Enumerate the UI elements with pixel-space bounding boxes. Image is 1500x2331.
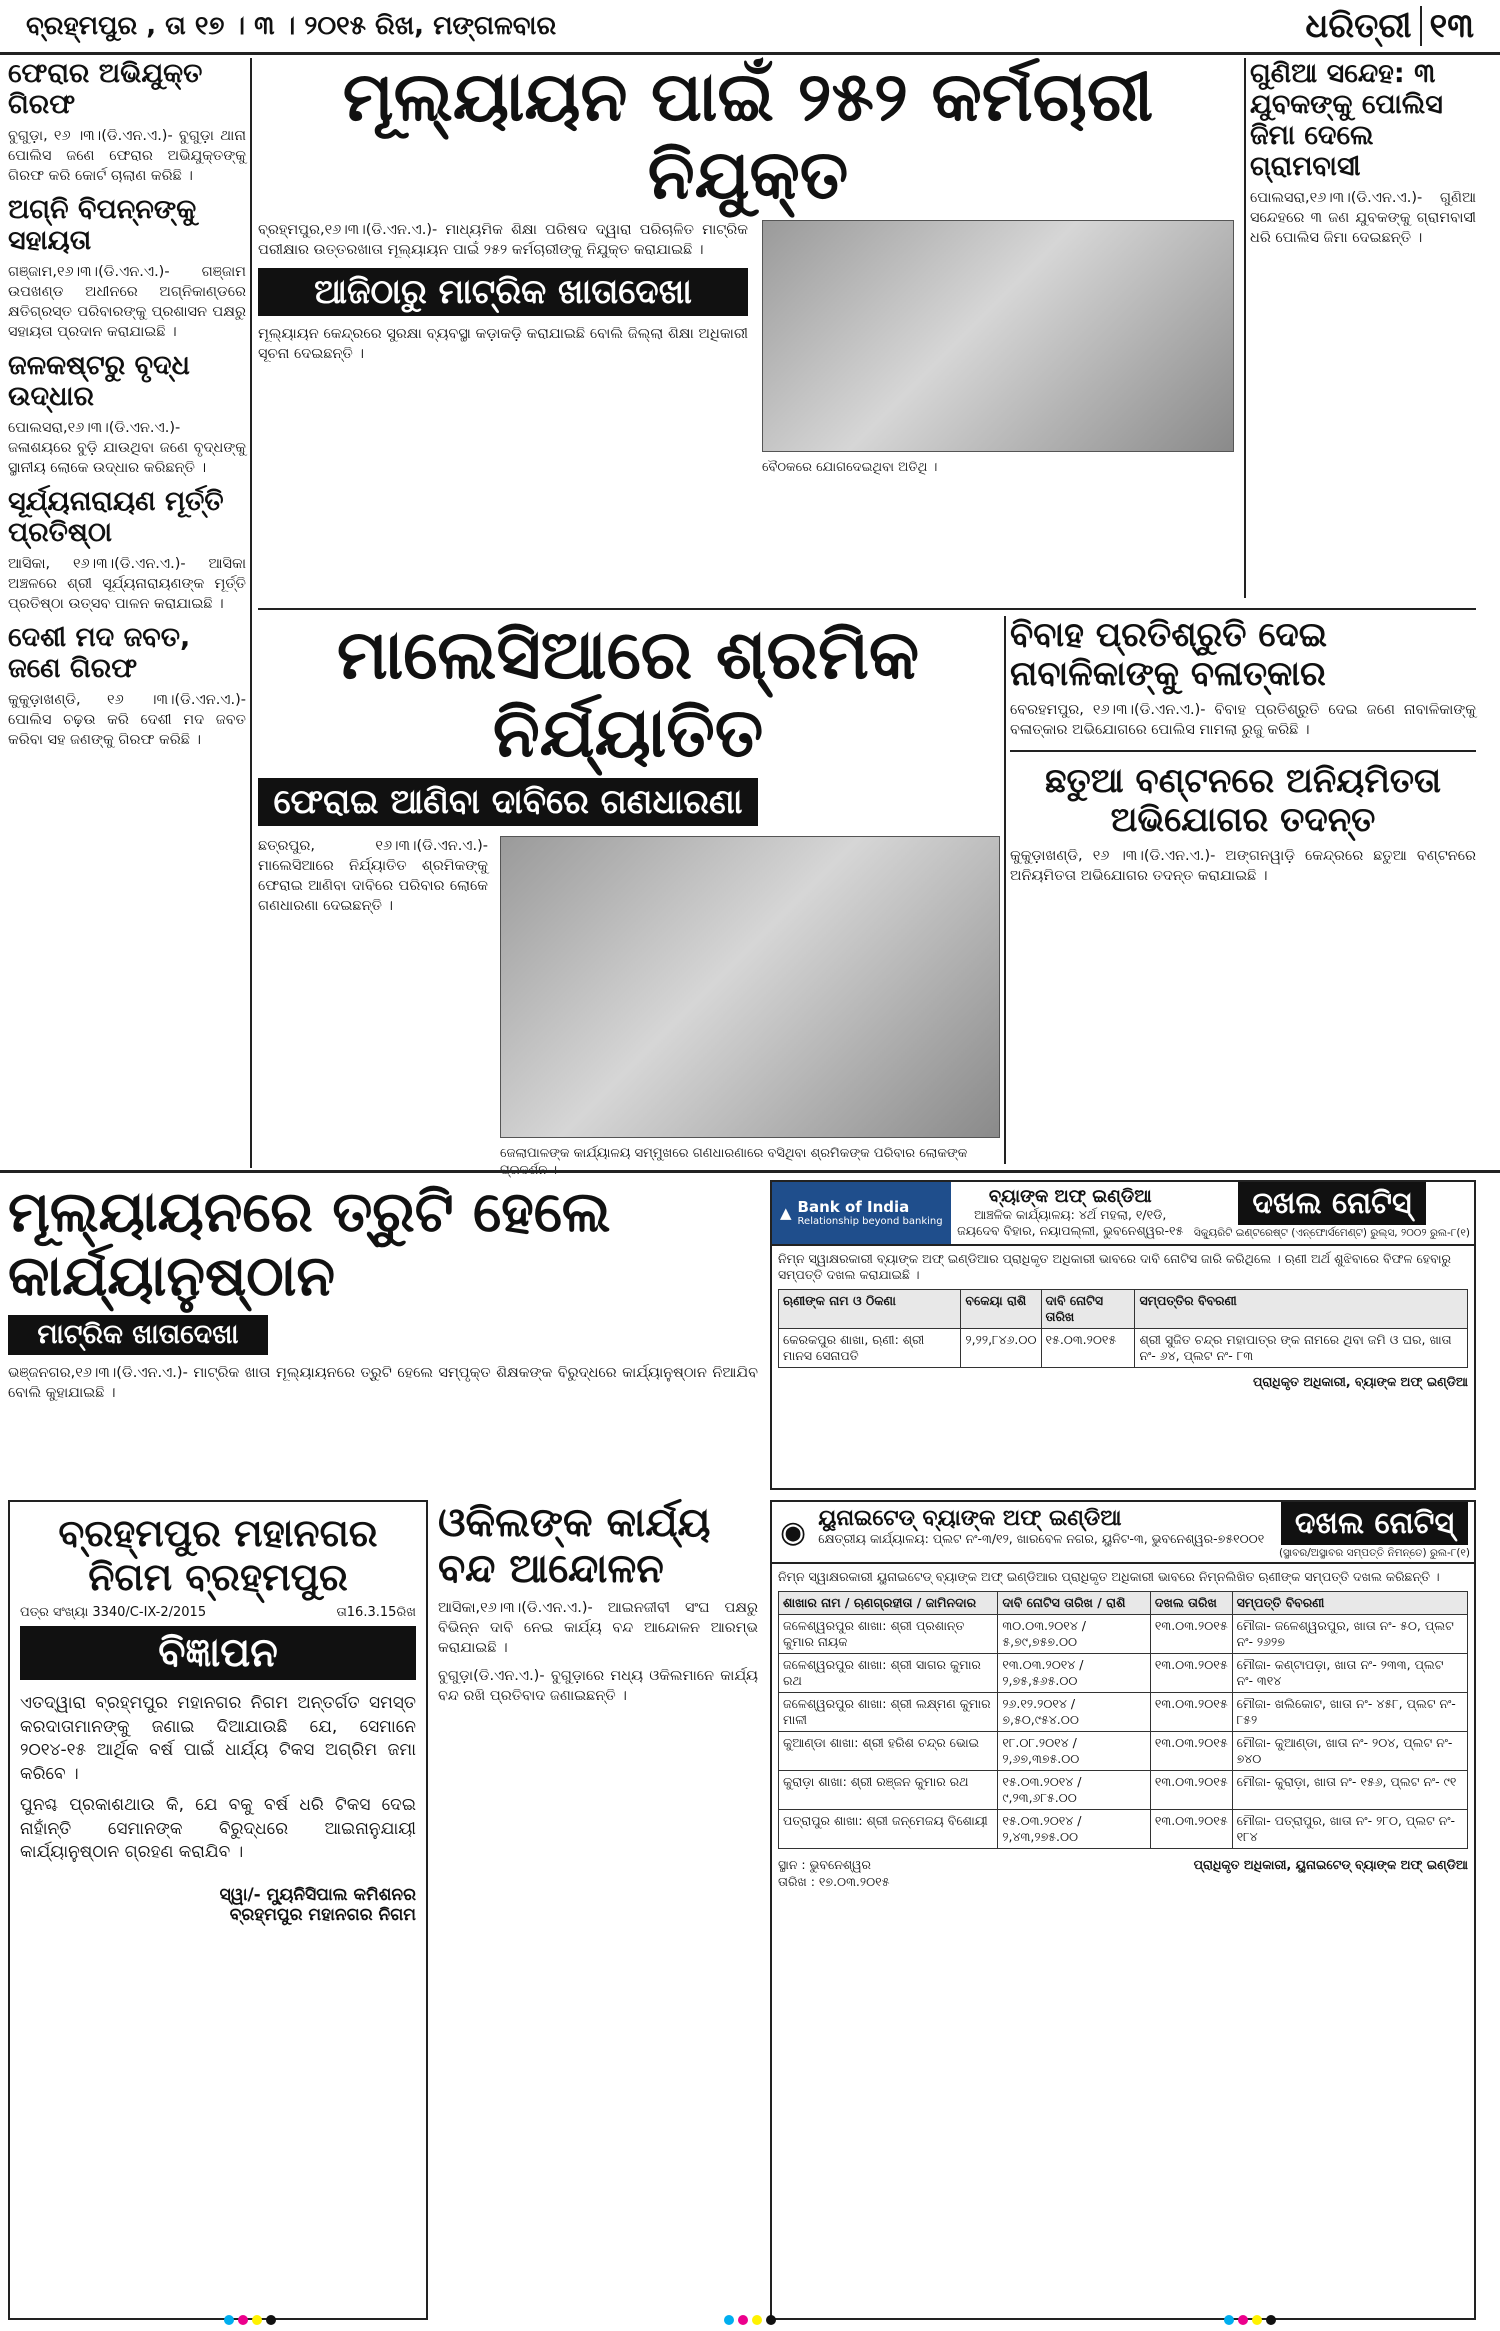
table-cell: ମୌଜା- ପତ୍ରାପୁର, ଖାତା ନଂ- ୨୮୦, ପ୍ଲଟ ନଂ- ୧୮୪ <box>1232 1810 1467 1849</box>
ad-reference <box>20 1605 416 1620</box>
story-body: କୁକୁଡ଼ାଖଣ୍ଡି, ୧୬ ।୩।(ଡି.ଏନ.ଏ.)- ଅଙ୍ଗନୱାଡ଼ି କେନ୍ଦ୍ରରେ ଛତୁଆ ବଣ୍ଟନରେ ଅନିୟମିତତା ଅଭିଯୋଗର ତଦନ୍ତ କରାଯାଇଛି । <box>1010 848 1476 885</box>
notice-title: ଦଖଲ ନୋଟିସ୍ <box>1238 1182 1425 1225</box>
table-cell: ୨୬.୧୨.୨୦୧୪ / ୭,୫୦,୯୫୪.୦୦ <box>998 1693 1151 1732</box>
table-cell: ୧୫.୦୩.୨୦୧୪ / ୨,୪୩,୨୭୫.୦୦ <box>998 1810 1151 1849</box>
malaysia-body: ଛତ୍ରପୁର, ୧୬।୩।(ଡି.ଏନ.ଏ.)- ମାଲେସିଆରେ ନିର୍ଯ୍ୟାତିତ ଶ୍ରମିକଙ୍କୁ ଫେରାଇ ଆଣିବା ଦାବିରେ ପରିବାର ଲୋକେ ଗଣଧାରଣା ଦେଇଛନ୍ତି । <box>258 838 488 915</box>
lead-body: ବ୍ରହ୍ମପୁର,୧୬।୩।(ଡି.ଏନ.ଏ.)- ମାଧ୍ୟମିକ ଶିକ୍ଷା ପରିଷଦ ଦ୍ୱାରା ପରିଚାଳିତ ମାଟ୍ରିକ ପରୀକ୍ଷାର ଉତ୍ତରଖାତା ମୂଲ୍ୟାୟନ ପାଇଁ ୨୫୨ କର୍ମଚାରୀଙ୍କୁ ନିଯୁକ୍ତ କରାଯାଇଛି । <box>258 222 748 259</box>
table-cell: କେରକପୁର ଶାଖା, ଋଣୀ: ଶ୍ରୀ ମାନସ ସେନାପତି <box>779 1329 961 1368</box>
boi-notice <box>770 1180 1476 1490</box>
notice-header <box>772 1182 1474 1246</box>
letter-number: ପତ୍ର ସଂଖ୍ୟା 3340/C-IX-2/2015 <box>20 1605 207 1621</box>
lead-body: ମୂଲ୍ୟାୟନ କେନ୍ଦ୍ରରେ ସୁରକ୍ଷା ବ୍ୟବସ୍ଥା କଡ଼ାକଡ଼ି କରାଯାଇଛି ବୋଲି ଜିଲ୍ଲା ଶିକ୍ଷା ଅଧିକାରୀ ସୂଚନା ଦେଇଛନ୍ତି । <box>258 326 748 363</box>
table-header: ସମ୍ପତ୍ତିର ବିବରଣୀ <box>1135 1290 1468 1329</box>
section-divider <box>0 1170 1500 1173</box>
page-number: ୧୩ <box>1420 6 1474 46</box>
table-cell: ୧୫.୦୩.୨୦୧୫ <box>1041 1329 1135 1368</box>
lead-subhead: ଆଜିଠାରୁ ମାଟ୍ରିକ ଖାତାଦେଖା <box>258 268 748 316</box>
table-cell: ମୌଜା- କଣ୍ଟାପଡ଼ା, ଖାତା ନଂ- ୨୩୩, ପ୍ଲଟ ନଂ- ୩୧୪ <box>1232 1654 1467 1693</box>
story-body: ଗଞ୍ଜାମ,୧୬।୩।(ଡି.ଏନ.ଏ.)- ଗଞ୍ଜାମ ଉପଖଣ୍ଡ ଅଧୀନରେ ଅଗ୍ନିକାଣ୍ଡରେ କ୍ଷତିଗ୍ରସ୍ତ ପରିବାରଙ୍କୁ ପ୍ରଶାସନ ପକ୍ଷରୁ ସହାୟତା ପ୍ରଦାନ କରାଯାଇଛି । <box>8 264 246 341</box>
column-divider <box>250 58 252 1168</box>
lawyer-body: ଆସିକା,୧୬।୩।(ଡି.ଏନ.ଏ.)- ଆଇନଜୀବୀ ସଂଘ ପକ୍ଷରୁ ବିଭିନ୍ନ ଦାବି ନେଇ କାର୍ଯ୍ୟ ବନ୍ଦ ଆନ୍ଦୋଳନ ଆରମ୍ଭ କରାଯାଇଛି । <box>438 1600 758 1656</box>
story-body: ବୁଗୁଡ଼ା, ୧୬ ।୩।(ଡି.ଏନ.ଏ.)- ବୁଗୁଡ଼ା ଥାନା ପୋଲିସ ଜଣେ ଫେରାର ଅଭିଯୁକ୍ତଙ୍କୁ ଗିରଫ କରି କୋର୍ଟ ଚାଲାଣ କରିଛି । <box>8 128 246 185</box>
table-cell: ୧୩.୦୩.୨୦୧୫ <box>1150 1732 1232 1771</box>
story-headline: ଫେରାର ଅଭିଯୁକ୍ତ ଗିରଫ <box>8 58 203 121</box>
table-row <box>779 1732 1468 1771</box>
evaluation-body: ଭଞ୍ଜନଗର,୧୬।୩।(ଡି.ଏନ.ଏ.)- ମାଟ୍ରିକ ଖାତା ମୂଲ୍ୟାୟନରେ ତ୍ରୁଟି ହେଲେ ସମ୍ପୃକ୍ତ ଶିକ୍ଷକଙ୍କ ବିରୁଦ୍ଧରେ କାର୍ଯ୍ୟାନୁଷ୍ଠାନ ନିଆଯିବ ବୋଲି କୁହାଯାଇଛି । <box>8 1364 758 1401</box>
municipal-ad <box>8 1500 428 2320</box>
table-cell: ୩୦.୦୩.୨୦୧୪ / ୫,୭୯,୭୫୭.୦୦ <box>998 1615 1151 1654</box>
story-body: କୁକୁଡ଼ାଖଣ୍ଡି, ୧୬ ।୩।(ଡି.ଏନ.ଏ.)- ପୋଲିସ ଚଢ଼ଉ କରି ଦେଶୀ ମଦ ଜବତ କରିବା ସହ ଜଣଙ୍କୁ ଗିରଫ କରିଛି । <box>8 692 246 749</box>
story-body: ଆସିକା, ୧୬।୩।(ଡି.ଏନ.ଏ.)- ଆସିକା ଅଞ୍ଚଳରେ ଶ୍ରୀ ସୂର୍ଯ୍ୟନାରାୟଣଙ୍କ ମୂର୍ତ୍ତି ପ୍ରତିଷ୍ଠା ଉତ୍ସବ ପାଳନ କରାଯାଇଛି । <box>8 556 246 613</box>
ad-body: ପୁନଶ୍ଚ ପ୍ରକାଶଥାଉ କି, ଯେ ବକୁ ବର୍ଷ ଧରି ଟିକସ ଦେଇ ନାହାଁନ୍ତି ସେମାନଙ୍କ ବିରୁଦ୍ଧରେ ଆଇନାନୁଯାୟୀ କାର୍ଯ୍ୟାନୁଷ୍ଠାନ ଗ୍ରହଣ କରାଯିବ । <box>20 1795 416 1863</box>
lawyer-story <box>438 1500 758 2320</box>
table-cell: ୧୩.୦୩.୨୦୧୪ / ୨,୭୫,୫୬୫.୦୦ <box>998 1654 1151 1693</box>
table-header: ସମ୍ପତ୍ତି ବିବରଣୀ <box>1232 1592 1467 1615</box>
story-headline: ଅଗ୍ନି ବିପନ୍ନଙ୍କୁ ସହାୟତା <box>8 194 197 257</box>
boi-notice-table <box>778 1289 1468 1368</box>
notice-intro: ନିମ୍ନ ସ୍ୱାକ୍ଷରକାରୀ ବ୍ୟାଙ୍କ ଅଫ୍ ଇଣ୍ଡିଆର ପ୍ରାଧିକୃତ ଅଧିକାରୀ ଭାବରେ ଦାବି ନୋଟିସ ଜାରି କରିଥିଲେ । ଋଣୀ ଅର୍ଥ ଶୁଝିବାରେ ବିଫଳ ହେବାରୁ ସମ୍ପତ୍ତି ଦଖଲ କରାଯାଇଛି । <box>778 1250 1451 1282</box>
table-header: ଦାବି ନୋଟିସ ତାରିଖ <box>1041 1290 1135 1329</box>
table-row <box>779 1771 1468 1810</box>
ad-signature-org: ବ୍ରହ୍ମପୁର ମହାନଗର ନିଗମ <box>229 1904 416 1925</box>
bank-logo-icon: ▲ <box>780 1203 792 1222</box>
ad-banner: ବିଜ୍ଞାପନ <box>20 1626 416 1680</box>
notice-title: ଦଖଲ ନୋଟିସ୍ <box>1281 1502 1468 1545</box>
notice-header <box>772 1502 1474 1564</box>
evaluation-headline: ମୂଲ୍ୟାୟନରେ ତ୍ରୁଟି ହେଲେ କାର୍ଯ୍ୟାନୁଷ୍ଠାନ <box>8 1179 611 1310</box>
registration-mark <box>1224 2315 1276 2325</box>
table-header: ଶାଖାର ନାମ / ଋଣଗ୍ରହୀତା / ଜାମିନଦାର <box>779 1592 998 1615</box>
table-cell: ୧୫.୦୩.୨୦୧୪ / ୯,୨୩,୬୮୫.୦୦ <box>998 1771 1151 1810</box>
evaluation-subhead: ମାଟ୍ରିକ ଖାତାଦେଖା <box>8 1315 268 1355</box>
table-cell: ୧୩.୦୩.୨୦୧୫ <box>1150 1810 1232 1849</box>
table-cell: ୧୮.୦୮.୨୦୧୪ / ୨,୬୭,୩୭୫.୦୦ <box>998 1732 1151 1771</box>
letter-date: ତା16.3.15ରିଖ <box>336 1605 416 1621</box>
table-row <box>779 1615 1468 1654</box>
table-cell: ୧୩.୦୩.୨୦୧୫ <box>1150 1615 1232 1654</box>
malaysia-subhead: ଫେରାଇ ଆଣିବା ଦାବିରେ ଗଣଧାରଣା <box>258 778 758 826</box>
evaluation-story <box>8 1180 758 1490</box>
registration-mark <box>224 2315 276 2325</box>
lead-story <box>258 58 1238 678</box>
table-cell: ଶ୍ରୀ ସୁଜିତ ଚନ୍ଦ୍ର ମହାପାତ୍ର ଙ୍କ ନାମରେ ଥିବା ଜମି ଓ ଘର, ଖାତା ନଂ- ୬୪, ପ୍ଲଟ ନଂ- ୮୩ <box>1135 1329 1468 1368</box>
ad-signature: ସ୍ୱା/- ମ୍ୟୁନିସିପାଲ କମିଶନର <box>219 1884 416 1905</box>
print-registration-marks <box>0 2315 1500 2325</box>
story-headline: ଦେଶୀ ମଦ ଜବତ, ଜଣେ ଗିରଫ <box>8 622 191 685</box>
ad-title: ବ୍ରହ୍ମପୁର ମହାନଗର ନିଗମ ବ୍ରହ୍ମପୁର <box>58 1511 378 1599</box>
ad-body: ଏତଦ୍ୱାରା ବ୍ରହ୍ମପୁର ମହାନଗର ନିଗମ ଅନ୍ତର୍ଗତ ସମସ୍ତ କରଦାତାମାନଙ୍କୁ ଜଣାଇ ଦିଆଯାଉଛି ଯେ, ସେମାନେ ୨୦୧୪-୧୫ ଆର୍ଥିକ ବର୍ଷ ପାଇଁ ଧାର୍ଯ୍ୟ ଟିକସ ଅଗ୍ରିମ ଜମା କରିବେ । <box>20 1693 416 1784</box>
bank-address: ଆଞ୍ଚଳିକ କାର୍ଯ୍ୟାଳୟ: ୪ର୍ଥ ମହଲା, ୧/୧ଡି, ଜୟଦେବ ବିହାର, ନୟାପଲ୍ଲୀ, ଭୁବନେଶ୍ୱର-୧୫ <box>957 1207 1184 1239</box>
story-headline: ଗୁଣିଆ ସନ୍ଦେହ: ୩ ଯୁବକଙ୍କୁ ପୋଲିସ ଜିମା ଦେଲେ ଗ୍ରାମବାସୀ <box>1250 58 1443 183</box>
page-header <box>0 0 1500 55</box>
table-header: ଋଣୀଙ୍କ ନାମ ଓ ଠିକଣା <box>779 1290 961 1329</box>
table-cell: ୧୩.୦୩.୨୦୧୫ <box>1150 1771 1232 1810</box>
right-stories <box>1010 616 1476 1164</box>
table-cell: ଜଳେଶ୍ୱରପୁର ଶାଖା: ଶ୍ରୀ ଲକ୍ଷ୍ମଣ କୁମାର ମାଳୀ <box>779 1693 998 1732</box>
table-cell: କୁଆଣ୍ଡା ଶାଖା: ଶ୍ରୀ ହରିଶ ଚନ୍ଦ୍ର ଭୋଇ <box>779 1732 998 1771</box>
table-cell: ୧୩.୦୩.୨୦୧୫ <box>1150 1693 1232 1732</box>
story-divider <box>1010 750 1476 752</box>
dateline: ବ୍ରହ୍ମପୁର , ତା ୧୭ । ୩ । ୨୦୧୫ ରିଖ, ମଙ୍ଗଳବାର <box>26 10 557 41</box>
masthead <box>1305 6 1474 46</box>
table-cell: ୧୩.୦୩.୨୦୧୫ <box>1150 1654 1232 1693</box>
malaysia-headline: ମାଲେସିଆରେ ଶ୍ରମିକ ନିର୍ଯ୍ୟାତିତ <box>336 615 920 774</box>
lawyer-headline: ଓକିଲଙ୍କ କାର୍ଯ୍ୟ ବନ୍ଦ ଆନ୍ଦୋଳନ <box>438 1500 711 1592</box>
footer-signature: ପ୍ରାଧିକୃତ ଅଧିକାରୀ, ୟୁନାଇଟେଡ୍ ବ୍ୟାଙ୍କ ଅଫ୍ ଇଣ୍ଡିଆ <box>1193 1857 1468 1873</box>
bank-office: ବ୍ୟାଙ୍କ ଅଫ୍ ଇଣ୍ଡିଆ <box>988 1186 1152 1207</box>
right-story-gunia <box>1250 58 1476 598</box>
boi-logo <box>772 1182 951 1244</box>
story-headline: ସୂର୍ଯ୍ୟନାରାୟଣ ମୂର୍ତ୍ତି ପ୍ରତିଷ୍ଠା <box>8 486 224 549</box>
table-cell: ମୌଜା- କୁରାଡ଼ା, ଖାତା ନଂ- ୧୫୬, ପ୍ଲଟ ନଂ- ୯୧ <box>1232 1771 1467 1810</box>
notice-intro: ନିମ୍ନ ସ୍ୱାକ୍ଷରକାରୀ ୟୁନାଇଟେଡ୍ ବ୍ୟାଙ୍କ ଅଫ୍ ଇଣ୍ଡିଆର ପ୍ରାଧିକୃତ ଅଧିକାରୀ ଭାବରେ ନିମ୍ନଲିଖିତ ଋଣୀଙ୍କ ସମ୍ପତ୍ତି ଦଖଲ କରିଛନ୍ତି । <box>778 1569 1440 1584</box>
table-cell: ୨,୨୨,୮୪୬.୦୦ <box>961 1329 1041 1368</box>
table-cell: ମୌଜା- ଜଳେଶ୍ୱରପୁର, ଖାତା ନଂ- ୫୦, ପ୍ଲଟ ନଂ- ୨୬୨୭ <box>1232 1615 1467 1654</box>
bank-tagline: Relationship beyond banking <box>797 1216 943 1228</box>
table-cell: କୁରାଡ଼ା ଶାଖା: ଶ୍ରୀ ରଞ୍ଜନ କୁମାର ରଥ <box>779 1771 998 1810</box>
protest-photo <box>500 836 1000 1138</box>
ubi-notice-table <box>778 1591 1468 1849</box>
table-row <box>779 1693 1468 1732</box>
footer-date: ତାରିଖ : ୧୭.୦୩.୨୦୧୫ <box>778 1873 890 1889</box>
section-divider <box>258 608 1476 610</box>
notice-footer <box>778 1857 1468 1890</box>
table-cell: ଜଳେଶ୍ୱରପୁର ଶାଖା: ଶ୍ରୀ ସାଗର କୁମାର ରଥ <box>779 1654 998 1693</box>
story-body: ବେରହମପୁର, ୧୬।୩।(ଡି.ଏନ.ଏ.)- ବିବାହ ପ୍ରତିଶ୍ରୁତି ଦେଇ ଜଣେ ନାବାଳିକାଙ୍କୁ ବଳାତ୍କାର ଅଭିଯୋଗରେ ପୋଲିସ ମାମଲା ରୁଜୁ କରିଛି । <box>1010 702 1476 739</box>
story-body: ପୋଲସରା,୧୬।୩।(ଡି.ଏନ.ଏ.)- ଜଳାଶୟରେ ବୁଡ଼ି ଯାଉଥିବା ଜଣେ ବୃଦ୍ଧଙ୍କୁ ସ୍ଥାନୀୟ ଲୋକେ ଉଦ୍ଧାର କରିଛନ୍ତି । <box>8 420 246 477</box>
bank-name: ୟୁନାଇଟେଡ୍ ବ୍ୟାଙ୍କ ଅଫ୍ ଇଣ୍ଡିଆ <box>818 1506 1122 1531</box>
bank-logo-icon: ◉ <box>780 1514 807 1550</box>
lead-headline: ମୂଲ୍ୟାୟନ ପାଇଁ ୨୫୨ କର୍ମଚାରୀ ନିଯୁକ୍ତ <box>342 57 1154 216</box>
bank-address: କ୍ଷେତ୍ରୀୟ କାର୍ଯ୍ୟାଳୟ: ପ୍ଲଟ ନଂ-୩/୧୨, ଖାରବେଳ ନଗର, ୟୁନିଟ-୩, ଭୁବନେଶ୍ୱର-୭୫୧୦୦୧ <box>818 1531 1265 1546</box>
notice-rule: (ସ୍ଥାବର/ଅସ୍ଥାବର ସମ୍ପତ୍ତି ନିମନ୍ତେ) ରୁଲ-୮(୧) <box>1278 1547 1470 1559</box>
bank-name: Bank of India <box>797 1198 910 1217</box>
lead-photo <box>762 220 1234 452</box>
story-body: ପୋଲସରା,୧୬।୩।(ଡି.ଏନ.ଏ.)- ଗୁଣିଆ ସନ୍ଦେହରେ ୩ ଜଣ ଯୁବକଙ୍କୁ ଗ୍ରାମବାସୀ ଧରି ପୋଲିସ ଜିମା ଦେଇଛନ୍ତି । <box>1250 190 1476 247</box>
table-cell: ପତ୍ରାପୁର ଶାଖା: ଶ୍ରୀ ଜନ୍ମେଜୟ ବିଶୋୟୀ <box>779 1810 998 1849</box>
column-divider <box>1004 616 1006 1164</box>
table-header: ବକେୟା ରାଶି <box>961 1290 1041 1329</box>
ubi-notice <box>770 1500 1476 2320</box>
lawyer-body: ବୁଗୁଡ଼ା(ଡି.ଏନ.ଏ.)- ବୁଗୁଡ଼ାରେ ମଧ୍ୟ ଓକିଲମାନେ କାର୍ଯ୍ୟ ବନ୍ଦ ରଖି ପ୍ରତିବାଦ ଜଣାଇଛନ୍ତି । <box>438 1668 758 1704</box>
column-divider <box>1244 58 1246 598</box>
table-row <box>779 1810 1468 1849</box>
table-cell: ମୌଜା- କୁଆଣ୍ଡା, ଖାତା ନଂ- ୨୦୪, ପ୍ଲଟ ନଂ- ୭୪୦ <box>1232 1732 1467 1771</box>
photo-caption: ବୈଠକରେ ଯୋଗଦେଇଥିବା ଅତିଥି । <box>762 460 938 476</box>
table-cell: ମୌଜା- ଖଲିକୋଟ, ଖାତା ନଂ- ୪୫୮, ପ୍ଲଟ ନଂ- ୮୫୨ <box>1232 1693 1467 1732</box>
table-cell: ଜଳେଶ୍ୱରପୁର ଶାଖା: ଶ୍ରୀ ପ୍ରଶାନ୍ତ କୁମାର ନାୟକ <box>779 1615 998 1654</box>
table-header: ଦାବି ନୋଟିସ ତାରିଖ / ରାଶି <box>998 1592 1151 1615</box>
table-header: ଦଖଲ ତାରିଖ <box>1150 1592 1232 1615</box>
notice-rule: ସିକ୍ୟୁରିଟି ଇଣ୍ଟରେଷ୍ଟ (ଏନ୍‌ଫୋର୍ସମେଣ୍ଟ) ରୁଲ୍ସ, ୨୦୦୨ ରୁଲ-୮(୧) <box>1193 1227 1470 1239</box>
photo-caption: ଜେଲାପାଳଙ୍କ କାର୍ଯ୍ୟାଳୟ ସମ୍ମୁଖରେ ଗଣଧାରଣାରେ ବସିଥିବା ଶ୍ରମିକଙ୍କ ପରିବାର ଲୋକଙ୍କ <box>500 1146 968 1162</box>
story-headline: ବିବାହ ପ୍ରତିଶ୍ରୁତି ଦେଇ ନାବାଳିକାଙ୍କୁ ବଳାତ୍କାର <box>1010 615 1328 695</box>
table-row <box>779 1654 1468 1693</box>
left-column <box>8 58 246 1168</box>
paper-name: ଧରିତ୍ରୀ <box>1305 6 1412 46</box>
malaysia-story <box>258 616 998 1164</box>
footer-place: ସ୍ଥାନ : ଭୁବନେଶ୍ୱର <box>778 1857 872 1873</box>
table-row <box>779 1329 1468 1368</box>
story-headline: ଜଳକଷ୍ଟରୁ ବୃଦ୍ଧ ଉଦ୍ଧାର <box>8 350 190 413</box>
story-headline: ଛତୁଆ ବଣ୍ଟନରେ ଅନିୟମିତତା ଅଭିଯୋଗର ତଦନ୍ତ <box>1044 761 1442 841</box>
registration-mark <box>724 2315 776 2325</box>
notice-footer: ପ୍ରାଧିକୃତ ଅଧିକାରୀ, ବ୍ୟାଙ୍କ ଅଫ୍ ଇଣ୍ଡିଆ <box>1252 1374 1468 1389</box>
